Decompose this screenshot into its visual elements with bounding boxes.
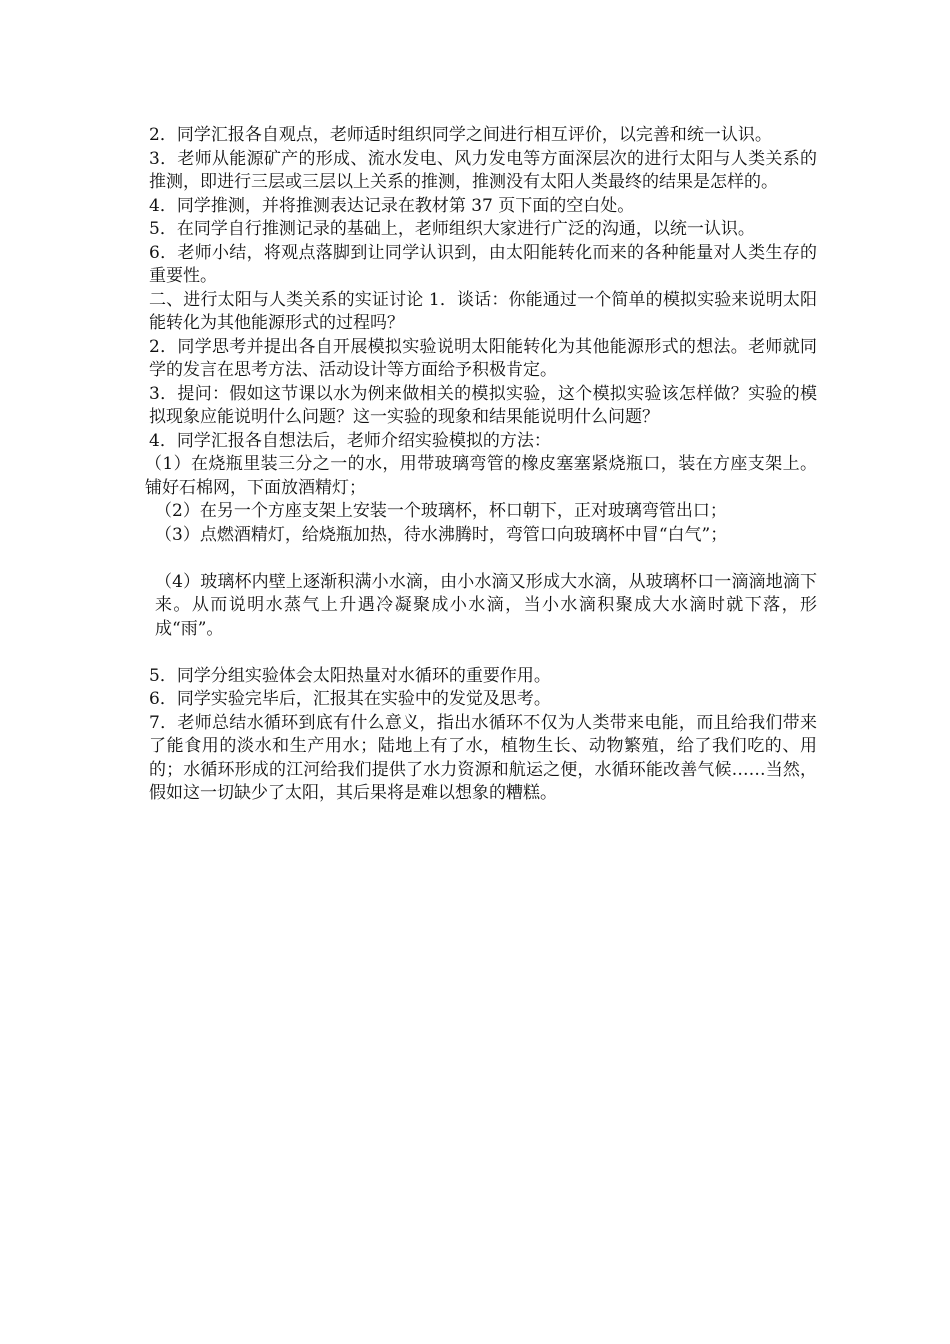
paragraph-section-two: 二、进行太阳与人类关系的实证讨论 1．谈话：你能通过一个简单的模拟实验来说明太阳能转化为其他能源形式的过程吗？ — [149, 289, 817, 333]
document-body — [145, 124, 817, 806]
paragraph-section-two-step-3: 3．提问：假如这节课以水为例来做相关的模拟实验，这个模拟实验该怎样做？实验的模拟现象应能说明什么问题？这一实验的现象和结果能说明什么问题？ — [149, 383, 817, 427]
paragraph-section-two-step-6: 6．同学实验完毕后，汇报其在实验中的发觉及思考。 — [149, 689, 551, 709]
paragraph-section-two-step-7: 7．老师总结水循环到底有什么意义，指出水循环不仅为人类带来电能，而且给我们带来了能食用的淡水和生产用水；陆地上有了水，植物生长、动物繁殖，给了我们吃的、用的；水循环形成的江河给我们提供了水力资源和航运之便，水循环能改善气候……当然，假如这一切缺少了太阳，其后果将是难以想象的糟糕。 — [149, 712, 817, 803]
paragraph-section-two-step-4: 4．同学汇报各自想法后，老师介绍实验模拟的方法： — [149, 430, 551, 451]
paragraph-step-2: 2．同学汇报各自观点，老师适时组织同学之间进行相互评价，以完善和统一认识。 — [149, 125, 772, 145]
paragraph-method-3: （3）点燃酒精灯，给烧瓶加热，待水沸腾时，弯管口向玻璃杯中冒“白气”； — [155, 524, 728, 545]
paragraph-section-two-step-5: 5．同学分组实验体会太阳热量对水循环的重要作用。 — [149, 665, 551, 686]
blank-line — [145, 547, 817, 571]
paragraph-step-4: 4．同学推测，并将推测表达记录在教材第 37 页下面的空白处。 — [149, 195, 635, 216]
paragraph-method-2: （2）在另一个方座支架上安装一个玻璃杯，杯口朝下，正对玻璃弯管出口； — [155, 501, 727, 521]
paragraph-method-4: （4）玻璃杯内壁上逐渐积满小水滴，由小水滴又形成大水滴，从玻璃杯口一滴滴地滴下来。从而说明水蒸气上升遇冷凝聚成小水滴，当小水滴积聚成大水滴时就下落，形成“雨”。 — [155, 571, 817, 639]
paragraph-method-1: （1）在烧瓶里装三分之一的水，用带玻璃弯管的橡皮塞塞紧烧瓶口，装在方座支架上。铺好石棉网，下面放酒精灯； — [145, 454, 817, 498]
paragraph-step-5: 5．在同学自行推测记录的基础上，老师组织大家进行广泛的沟通，以统一认识。 — [149, 219, 755, 239]
paragraph-section-two-step-2: 2．同学思考并提出各自开展模拟实验说明太阳能转化为其他能源形式的想法。老师就同学的发言在思考方法、活动设计等方面给予积极肯定。 — [149, 336, 817, 380]
paragraph-step-6: 6．老师小结，将观点落脚到让同学认识到，由太阳能转化而来的各种能量对人类生存的重要性。 — [149, 242, 817, 286]
blank-line — [145, 641, 817, 665]
paragraph-step-3: 3．老师从能源矿产的形成、流水发电、风力发电等方面深层次的进行太阳与人类关系的推测，即进行三层或三层以上关系的推测，推测没有太阳人类最终的结果是怎样的。 — [149, 148, 817, 192]
